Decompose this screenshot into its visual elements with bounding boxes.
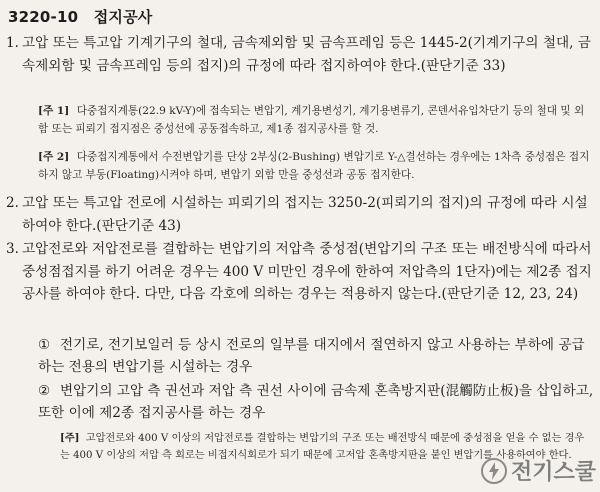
subitem-text: 변압기의 고압 측 권선과 저압 측 권선 사이에 금속제 혼촉방지판(混觸防止板)을 삽입하고, 또한 이에 제2종 접지공사를 하는 경우 — [38, 383, 594, 421]
section-title: 접지공사 — [93, 8, 153, 26]
note-1 — [38, 102, 592, 138]
subitem-number: ① — [38, 337, 51, 353]
item-number: 2. — [6, 195, 19, 211]
watermark-text: 전기스쿨 — [510, 460, 596, 485]
subitem-1 — [38, 334, 594, 378]
note-tag: [주 1] — [38, 105, 70, 117]
item-number: 1. — [6, 35, 19, 51]
subitem-number: ② — [38, 383, 51, 399]
item-2 — [6, 192, 594, 237]
subitem-2 — [38, 380, 594, 424]
item-number: 3. — [6, 241, 19, 257]
subnote-text: 고압전로와 400 V 이상의 저압전로를 결합하는 변압기의 구조 또는 배전방식 때문에 중성점을 얻을 수 없는 경우는 400 V 이상의 저압 측 회로는 비접지식회로가 되기 때문에 고저압 혼촉방지판을 붙인 변압기를 사용하여야 한다. — [60, 433, 585, 461]
lightning-bolt-icon — [481, 458, 507, 484]
item-text: 고압 또는 특고압 기계기구의 철대, 금속제외함 및 금속프레임 등은 1445-2(기계기구의 철대, 금속제외함 및 금속프레임 등의 접지)의 규정에 따라 접지하여야 한다.(판단기준 33) — [22, 35, 591, 74]
subnote-tag: [주] — [60, 432, 80, 444]
item-3 — [6, 238, 594, 306]
item-text: 고압전로와 저압전로를 결합하는 변압기의 저압측 중성점(변압기의 구조 또는 배전방식에 따라서 중성점접지를 하기 어려운 경우는 400 V 미만인 경우에 한하여 저압측의 1단자)에는 제2종 접지공사를 하여야 한다. 다만, 다음 각호에 의하는 경우는 적용하지 않는다.(판단기준 12, 23, 24) — [22, 241, 592, 302]
note-text: 다중접지계통(22.9 kV-Y)에 접속되는 변압기, 계기용변성기, 계기용변류기, 콘덴서유입차단기 등의 철대 및 외함 또는 피뢰기 접지점은 중성선에 공동접속하고, 제1종 접지공사를 할 것. — [38, 105, 585, 135]
note-2 — [38, 148, 592, 184]
item-text: 고압 또는 특고압 전로에 시설하는 피뢰기의 접지는 3250-2(피뢰기의 접지)의 규정에 따라 시설하여야 한다.(판단기준 43) — [22, 195, 588, 234]
subitem-text: 전기로, 전기보일러 등 상시 전로의 일부를 대지에서 절연하지 않고 사용하는 부하에 공급하는 전용의 변압기를 시설하는 경우 — [38, 337, 585, 375]
note-tag: [주 2] — [38, 151, 70, 163]
watermark — [481, 455, 596, 486]
item-1 — [6, 32, 594, 77]
note-text: 다중접지계통에서 수전변압기를 단상 2부싱(2-Bushing) 변압기로 Y-△결선하는 경우에는 1차측 중성점은 접지하지 않고 부동(Floating)시켜야 하며, 변압기 외함 만을 중성선과 공동 접지한다. — [38, 151, 590, 181]
section-code: 3220-10 — [8, 8, 79, 26]
section-heading — [8, 6, 152, 27]
